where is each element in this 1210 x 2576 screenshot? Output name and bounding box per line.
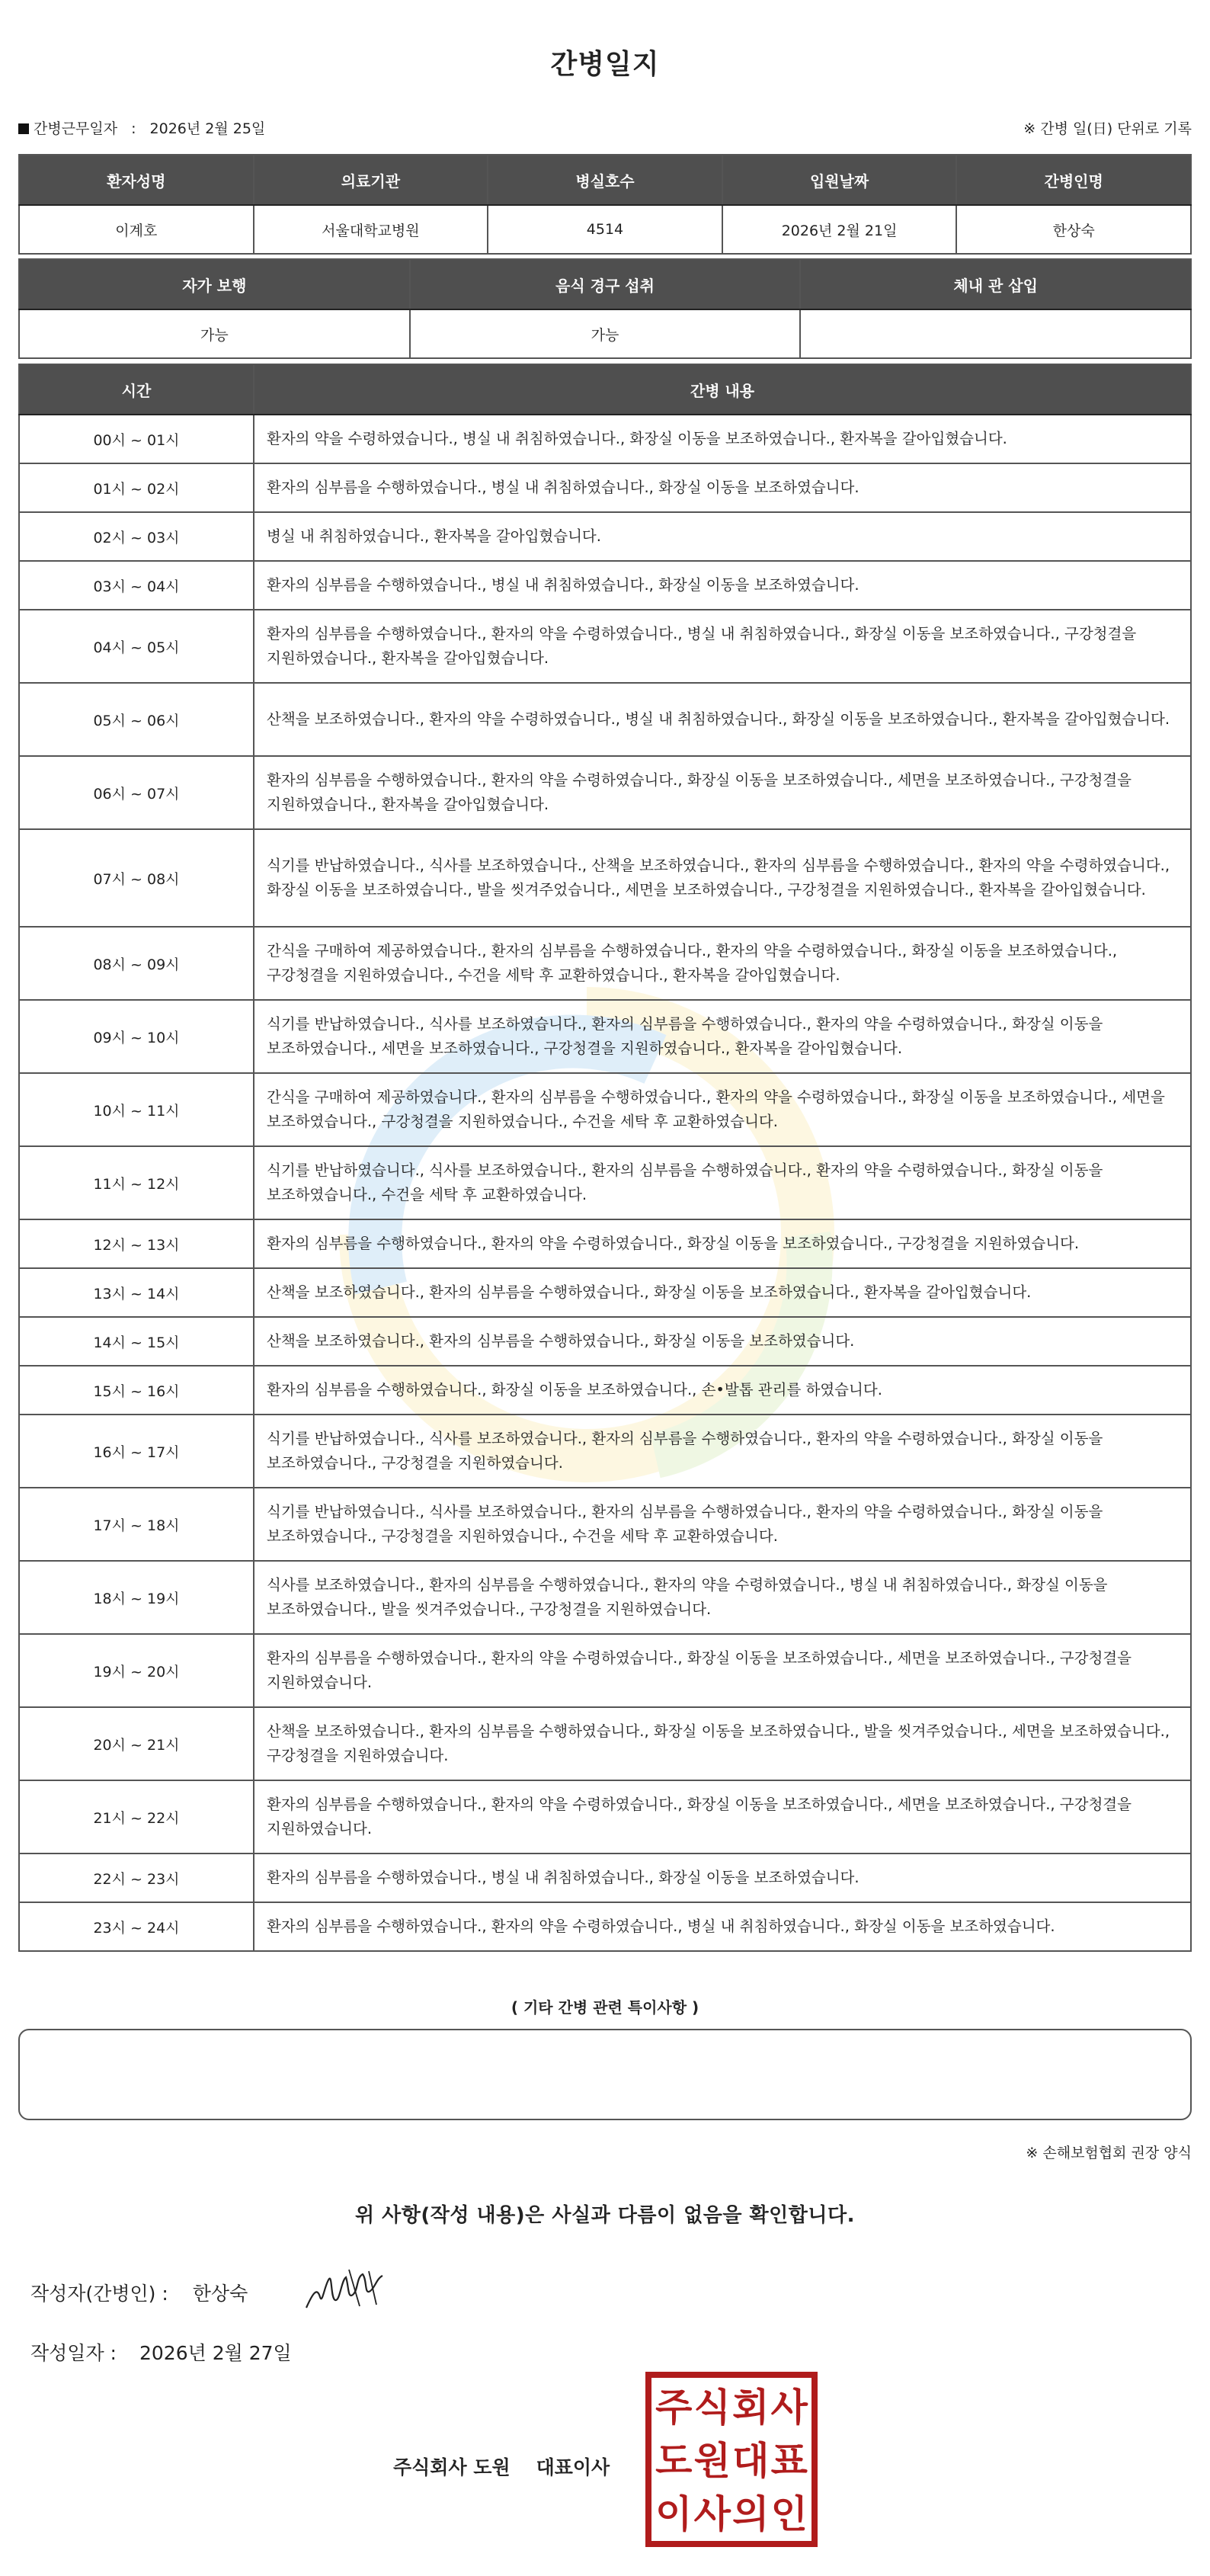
log-content: 산책을 보조하였습니다., 환자의 심부름을 수행하였습니다., 화장실 이동을 보조하였습니다. — [254, 1317, 1191, 1366]
table-row — [19, 415, 1191, 463]
log-content: 환자의 심부름을 수행하였습니다., 환자의 약을 수령하였습니다., 화장실 이동을 보조하였습니다., 세면을 보조하였습니다., 구강청결을 지원하였습니다. — [254, 1634, 1191, 1707]
header-hospital: 의료기관 — [254, 155, 488, 205]
page-title: 간병일지 — [550, 49, 660, 80]
company-line — [393, 2453, 610, 2480]
confirmation-statement: 위 사항(작성 내용)은 사실과 다름이 없음을 확인합니다. — [354, 2204, 855, 2227]
square-bullet-icon — [18, 123, 29, 134]
log-content: 환자의 심부름을 수행하였습니다., 병실 내 취침하였습니다., 화장실 이동을 보조하였습니다. — [254, 463, 1191, 512]
table-row — [19, 1219, 1191, 1268]
work-date-colon: : — [131, 120, 136, 137]
log-time: 14시 ~ 15시 — [19, 1317, 254, 1366]
log-time: 16시 ~ 17시 — [19, 1415, 254, 1488]
log-time: 18시 ~ 19시 — [19, 1561, 254, 1634]
patient-name: 이계호 — [19, 205, 254, 254]
table-row — [19, 463, 1191, 512]
table-row — [19, 1146, 1191, 1219]
log-content: 식기를 반납하였습니다., 식사를 보조하였습니다., 환자의 심부름을 수행하였습니다., 환자의 약을 수령하였습니다., 화장실 이동을 보조하였습니다., 수건을 세탁 후 교환하였습니다. — [254, 1146, 1191, 1219]
log-content: 환자의 약을 수령하였습니다., 병실 내 취침하였습니다., 화장실 이동을 보조하였습니다., 환자복을 갈아입혔습니다. — [254, 415, 1191, 463]
signature-image — [303, 2264, 387, 2317]
unit-note: ※ 간병 일(日) 단위로 기록 — [1023, 120, 1192, 137]
table-row — [19, 683, 1191, 756]
seal-char: 의 — [732, 2491, 770, 2536]
table-header-row — [19, 259, 1191, 309]
meta-row — [18, 117, 1192, 140]
seal-char: 식 — [693, 2385, 731, 2430]
seal-char: 회 — [732, 2385, 770, 2430]
header-tube-insertion: 체내 관 삽입 — [800, 259, 1191, 309]
tube-insertion-status — [800, 309, 1191, 358]
written-date-line — [30, 2338, 292, 2366]
log-content: 식기를 반납하였습니다., 식사를 보조하였습니다., 환자의 심부름을 수행하였습니다., 환자의 약을 수령하였습니다., 화장실 이동을 보조하였습니다., 구강청결을 지원하였습니다., 수건을 세탁 후 교환하였습니다. — [254, 1488, 1191, 1561]
log-time: 04시 ~ 05시 — [19, 610, 254, 683]
walking-status: 가능 — [19, 309, 410, 358]
special-notes-box — [18, 2029, 1192, 2120]
log-time: 10시 ~ 11시 — [19, 1073, 254, 1146]
table-row — [19, 1707, 1191, 1780]
log-time: 15시 ~ 16시 — [19, 1366, 254, 1415]
table-row — [19, 1268, 1191, 1317]
log-content: 식기를 반납하였습니다., 식사를 보조하였습니다., 산책을 보조하였습니다., 환자의 심부름을 수행하였습니다., 환자의 약을 수령하였습니다., 화장실 이동을 보조하였습니다., 발을 씻겨주었습니다., 세면을 보조하였습니다., 구강청결을 지원하였습니다., 환자복을 갈아입혔습니다. — [254, 829, 1191, 927]
log-content: 산책을 보조하였습니다., 환자의 심부름을 수행하였습니다., 화장실 이동을 보조하였습니다., 환자복을 갈아입혔습니다. — [254, 1268, 1191, 1317]
table-row — [19, 1780, 1191, 1854]
seal-char: 원 — [693, 2438, 731, 2483]
table-row — [19, 829, 1191, 927]
log-content: 산책을 보조하였습니다., 환자의 심부름을 수행하였습니다., 화장실 이동을 보조하였습니다., 발을 씻겨주었습니다., 세면을 보조하였습니다., 구강청결을 지원하였습니다. — [254, 1707, 1191, 1780]
header-admission-date: 입원날짜 — [722, 155, 957, 205]
log-time: 12시 ~ 13시 — [19, 1219, 254, 1268]
writer-line — [30, 2279, 248, 2306]
log-content: 환자의 심부름을 수행하였습니다., 병실 내 취침하였습니다., 화장실 이동을 보조하였습니다. — [254, 1854, 1191, 1902]
table-header-row — [19, 364, 1191, 415]
log-content: 식사를 보조하였습니다., 환자의 심부름을 수행하였습니다., 환자의 약을 수령하였습니다., 병실 내 취침하였습니다., 화장실 이동을 보조하였습니다., 발을 씻겨주었습니다., 구강청결을 지원하였습니다. — [254, 1561, 1191, 1634]
table-row — [19, 1902, 1191, 1951]
log-time: 21시 ~ 22시 — [19, 1780, 254, 1854]
care-log-table — [18, 364, 1192, 1952]
company-name: 주식회사 도원 — [393, 2456, 511, 2478]
writer-label: 작성자(간병인) : — [30, 2283, 168, 2305]
log-content: 산책을 보조하였습니다., 환자의 약을 수령하였습니다., 병실 내 취침하였습니다., 화장실 이동을 보조하였습니다., 환자복을 갈아입혔습니다. — [254, 683, 1191, 756]
header-oral-intake: 음식 경구 섭취 — [410, 259, 801, 309]
work-date-label: 간병근무일자 — [34, 120, 118, 137]
log-content: 환자의 심부름을 수행하였습니다., 환자의 약을 수령하였습니다., 화장실 이동을 보조하였습니다., 세면을 보조하였습니다., 구강청결을 지원하였습니다. — [254, 1780, 1191, 1854]
log-content: 환자의 심부름을 수행하였습니다., 병실 내 취침하였습니다., 화장실 이동을 보조하였습니다. — [254, 561, 1191, 610]
log-content: 환자의 심부름을 수행하였습니다., 환자의 약을 수령하였습니다., 화장실 이동을 보조하였습니다., 세면을 보조하였습니다., 구강청결을 지원하였습니다., 환자복을 갈아입혔습니다. — [254, 756, 1191, 829]
log-content: 환자의 심부름을 수행하였습니다., 환자의 약을 수령하였습니다., 화장실 이동을 보조하였습니다., 구강청결을 지원하였습니다. — [254, 1219, 1191, 1268]
log-content: 환자의 심부름을 수행하였습니다., 환자의 약을 수령하였습니다., 병실 내 취침하였습니다., 화장실 이동을 보조하였습니다. — [254, 1902, 1191, 1951]
log-time: 20시 ~ 21시 — [19, 1707, 254, 1780]
table-row — [19, 561, 1191, 610]
log-time: 00시 ~ 01시 — [19, 415, 254, 463]
log-time: 11시 ~ 12시 — [19, 1146, 254, 1219]
seal-char: 사 — [693, 2491, 731, 2536]
company-title: 대표이사 — [536, 2456, 610, 2478]
seal-char: 도 — [655, 2438, 693, 2483]
work-date — [18, 117, 265, 138]
log-time: 19시 ~ 20시 — [19, 1634, 254, 1707]
hospital-name: 서울대학교병원 — [254, 205, 488, 254]
header-patient-name: 환자성명 — [19, 155, 254, 205]
patient-info-table — [18, 154, 1192, 255]
log-time: 23시 ~ 24시 — [19, 1902, 254, 1951]
table-row — [19, 1634, 1191, 1707]
header-time: 시간 — [19, 364, 254, 415]
table-row — [19, 756, 1191, 829]
admission-date: 2026년 2월 21일 — [722, 205, 957, 254]
log-content: 환자의 심부름을 수행하였습니다., 환자의 약을 수령하였습니다., 병실 내 취침하였습니다., 화장실 이동을 보조하였습니다., 구강청결을 지원하였습니다., 환자복을 갈아입혔습니다. — [254, 610, 1191, 683]
table-row — [19, 309, 1191, 358]
log-time: 17시 ~ 18시 — [19, 1488, 254, 1561]
special-notes-title: ( 기타 간병 관련 특이사항 ) — [511, 1998, 699, 2017]
caregiver-name: 한상숙 — [956, 205, 1191, 254]
log-content: 간식을 구매하여 제공하였습니다., 환자의 심부름을 수행하였습니다., 환자의 약을 수령하였습니다., 화장실 이동을 보조하였습니다., 세면을 보조하였습니다., 구강청결을 지원하였습니다., 수건을 세탁 후 교환하였습니다. — [254, 1073, 1191, 1146]
written-date-label: 작성일자 : — [30, 2342, 117, 2364]
header-caregiver: 간병인명 — [956, 155, 1191, 205]
log-time: 09시 ~ 10시 — [19, 1000, 254, 1073]
seal-char: 주 — [655, 2385, 693, 2430]
table-row — [19, 1366, 1191, 1415]
form-note: ※ 손해보험협회 권장 양식 — [1026, 2145, 1192, 2161]
log-content: 식기를 반납하였습니다., 식사를 보조하였습니다., 환자의 심부름을 수행하였습니다., 환자의 약을 수령하였습니다., 화장실 이동을 보조하였습니다., 구강청결을 지원하였습니다. — [254, 1415, 1191, 1488]
table-header-row — [19, 155, 1191, 205]
table-row — [19, 205, 1191, 254]
table-row — [19, 1415, 1191, 1488]
log-content: 병실 내 취침하였습니다., 환자복을 갈아입혔습니다. — [254, 512, 1191, 561]
table-row — [19, 1488, 1191, 1561]
log-content: 식기를 반납하였습니다., 식사를 보조하였습니다., 환자의 심부름을 수행하였습니다., 환자의 약을 수령하였습니다., 화장실 이동을 보조하였습니다., 세면을 보조하였습니다., 구강청결을 지원하였습니다., 환자복을 갈아입혔습니다. — [254, 1000, 1191, 1073]
log-time: 06시 ~ 07시 — [19, 756, 254, 829]
writer-name: 한상숙 — [192, 2283, 248, 2305]
log-time: 08시 ~ 09시 — [19, 927, 254, 1000]
seal-char: 표 — [770, 2438, 808, 2483]
table-row — [19, 927, 1191, 1000]
seal-char: 이 — [655, 2491, 693, 2536]
log-time: 02시 ~ 03시 — [19, 512, 254, 561]
oral-intake-status: 가능 — [410, 309, 801, 358]
room-number: 4514 — [488, 205, 722, 254]
log-time: 05시 ~ 06시 — [19, 683, 254, 756]
log-content: 환자의 심부름을 수행하였습니다., 화장실 이동을 보조하였습니다., 손•발톱 관리를 하였습니다. — [254, 1366, 1191, 1415]
written-date-value: 2026년 2월 27일 — [139, 2342, 292, 2364]
table-row — [19, 1317, 1191, 1366]
seal-char: 대 — [732, 2438, 770, 2483]
log-time: 01시 ~ 02시 — [19, 463, 254, 512]
log-time: 03시 ~ 04시 — [19, 561, 254, 610]
header-walking: 자가 보행 — [19, 259, 410, 309]
log-content: 간식을 구매하여 제공하였습니다., 환자의 심부름을 수행하였습니다., 환자의 약을 수령하였습니다., 화장실 이동을 보조하였습니다., 구강청결을 지원하였습니다., 수건을 세탁 후 교환하였습니다., 환자복을 갈아입혔습니다. — [254, 927, 1191, 1000]
table-row — [19, 1073, 1191, 1146]
table-row — [19, 1854, 1191, 1902]
header-care-content: 간병 내용 — [254, 364, 1191, 415]
seal-char: 사 — [770, 2385, 808, 2430]
log-time: 22시 ~ 23시 — [19, 1854, 254, 1902]
table-row — [19, 1000, 1191, 1073]
table-row — [19, 1561, 1191, 1634]
log-time: 07시 ~ 08시 — [19, 829, 254, 927]
patient-status-table — [18, 258, 1192, 359]
header-room: 병실호수 — [488, 155, 722, 205]
table-row — [19, 610, 1191, 683]
table-row — [19, 512, 1191, 561]
log-time: 13시 ~ 14시 — [19, 1268, 254, 1317]
seal-char: 인 — [770, 2491, 808, 2536]
work-date-value: 2026년 2월 25일 — [149, 120, 266, 137]
company-seal-stamp — [645, 2372, 818, 2547]
